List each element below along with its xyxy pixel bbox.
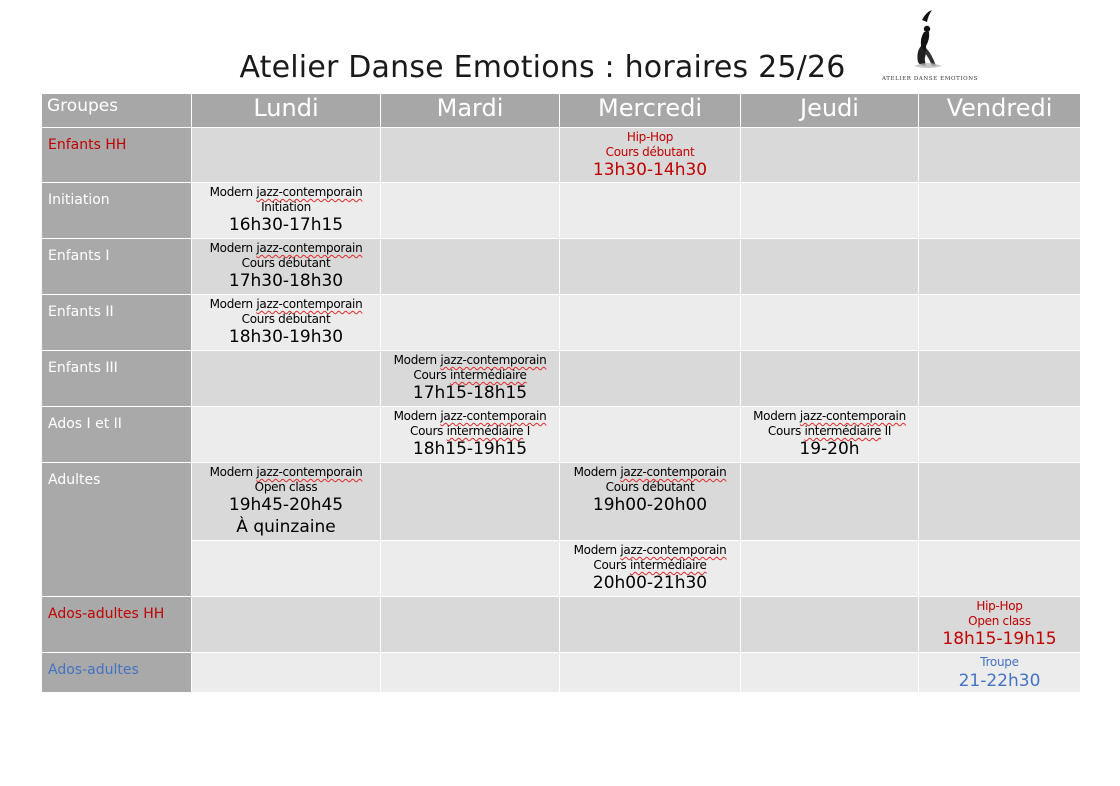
course-time: 18h30-19h30 <box>228 327 344 347</box>
course-level: Open class <box>254 480 318 494</box>
course-time: 18h15-19h15 <box>942 629 1057 649</box>
group-label: Ados-adultes <box>42 653 192 693</box>
course-name: Modern jazz-contemporain <box>573 465 727 479</box>
schedule-cell <box>919 653 1081 693</box>
schedule-cell <box>741 463 919 541</box>
course-time: 21-22h30 <box>958 671 1041 691</box>
schedule-cell <box>381 183 560 239</box>
schedule-cell <box>560 239 741 295</box>
schedule-cell <box>381 407 560 463</box>
group-label: Initiation <box>42 183 192 239</box>
course-frequency: À quinzaine <box>236 517 336 537</box>
group-label: Enfants I <box>42 239 192 295</box>
schedule-cell <box>560 183 741 239</box>
schedule-cell <box>919 597 1081 653</box>
table-row <box>42 239 1081 295</box>
schedule-cell <box>560 653 741 693</box>
schedule-cell <box>381 351 560 407</box>
course-level: Troupe <box>980 655 1019 669</box>
schedule-cell <box>741 597 919 653</box>
schedule-cell <box>192 407 381 463</box>
course-name: Modern jazz-contemporain <box>393 409 547 423</box>
schedule-cell <box>560 541 741 597</box>
schedule-cell <box>381 653 560 693</box>
schedule-cell <box>192 597 381 653</box>
course-level: Cours intermédiaire I <box>410 424 530 438</box>
schedule-cell <box>560 463 741 541</box>
schedule-cell <box>381 295 560 351</box>
course-name: Modern jazz-contemporain <box>573 543 727 557</box>
schedule-cell <box>741 541 919 597</box>
page-title: Atelier Danse Emotions : horaires 25/26 <box>239 50 846 85</box>
course-time: 17h15-18h15 <box>412 383 528 403</box>
course-level: Initiation <box>261 200 311 214</box>
schedule-cell <box>919 407 1081 463</box>
course-level: Cours intermédiaire II <box>767 424 892 438</box>
course-name-style: jazz-contemporain <box>620 465 727 479</box>
schedule-cell <box>741 653 919 693</box>
schedule-cell <box>741 183 919 239</box>
schedule-cell <box>192 463 381 541</box>
header-day: Jeudi <box>741 94 919 128</box>
table-row <box>42 541 1081 597</box>
course-level-style: intermédiaire <box>449 368 527 382</box>
schedule-cell <box>919 295 1081 351</box>
course-level: Cours débutant <box>241 312 331 326</box>
course-name: Modern jazz-contemporain <box>393 353 547 367</box>
schedule-cell <box>192 183 381 239</box>
course-name-style: jazz-contemporain <box>799 409 906 423</box>
course-time: 18h15-19h15 <box>412 439 528 459</box>
schedule-cell <box>919 463 1081 541</box>
schedule-cell <box>560 128 741 183</box>
course-name-style: jazz-contemporain <box>620 543 727 557</box>
table-row <box>42 597 1081 653</box>
course-level: Cours débutant <box>241 256 331 270</box>
course-level: Cours intermédiaire <box>593 558 707 572</box>
group-label: Ados-adultes HH <box>42 597 192 653</box>
schedule-cell <box>192 653 381 693</box>
header-row <box>42 94 1081 128</box>
group-label: Enfants II <box>42 295 192 351</box>
header-day: Mardi <box>381 94 560 128</box>
schedule-cell <box>192 295 381 351</box>
header-day: Mercredi <box>560 94 741 128</box>
schedule-cell <box>919 351 1081 407</box>
course-name: Modern jazz-contemporain <box>209 241 363 255</box>
table-row <box>42 351 1081 407</box>
schedule-cell <box>741 239 919 295</box>
schedule-cell <box>919 541 1081 597</box>
schedule-cell <box>741 407 919 463</box>
course-level-style: intermédiaire <box>804 424 882 438</box>
schedule-cell <box>192 541 381 597</box>
table-row <box>42 183 1081 239</box>
course-time: 19-20h <box>799 439 860 459</box>
course-time: 16h30-17h15 <box>228 215 344 235</box>
schedule-cell <box>192 239 381 295</box>
group-label: Ados I et II <box>42 407 192 463</box>
header-day: Vendredi <box>919 94 1081 128</box>
group-label: Adultes <box>42 463 192 597</box>
schedule-table <box>41 93 1081 693</box>
schedule-cell <box>919 128 1081 183</box>
course-time: 20h00-21h30 <box>592 573 708 593</box>
course-name-style: jazz-contemporain <box>440 409 547 423</box>
table-row <box>42 653 1081 693</box>
course-level: Open class <box>968 614 1031 628</box>
course-name: Modern jazz-contemporain <box>753 409 906 423</box>
schedule-cell <box>560 597 741 653</box>
course-name: Modern jazz-contemporain <box>209 465 363 479</box>
schedule-cell <box>919 183 1081 239</box>
course-level: Cours débutant <box>605 480 695 494</box>
table-row <box>42 128 1081 183</box>
dancer-silhouette-icon <box>880 8 980 76</box>
course-time: 13h30-14h30 <box>592 160 708 180</box>
course-level-style: intermédiaire <box>446 424 524 438</box>
course-name-style: jazz-contemporain <box>256 297 363 311</box>
schedule-cell <box>919 239 1081 295</box>
schedule-cell <box>560 407 741 463</box>
schedule-cell <box>381 128 560 183</box>
schedule-cell <box>192 128 381 183</box>
schedule-cell <box>741 295 919 351</box>
group-label: Enfants III <box>42 351 192 407</box>
header-day: Lundi <box>192 94 381 128</box>
course-name: Hip-Hop <box>626 130 674 144</box>
course-level: Cours intermédiaire <box>413 368 527 382</box>
schedule-cell <box>381 597 560 653</box>
table-row <box>42 295 1081 351</box>
course-time: 19h00-20h00 <box>592 495 708 515</box>
schedule-cell <box>192 351 381 407</box>
course-level: Cours débutant <box>605 145 695 159</box>
course-name-style: jazz-contemporain <box>256 465 363 479</box>
course-name: Modern jazz-contemporain <box>209 297 363 311</box>
logo <box>880 8 980 88</box>
schedule-cell <box>560 295 741 351</box>
group-label: Enfants HH <box>42 128 192 183</box>
course-name-style: jazz-contemporain <box>256 241 363 255</box>
course-name: Modern jazz-contemporain <box>209 185 363 199</box>
table-row <box>42 407 1081 463</box>
schedule-cell <box>741 351 919 407</box>
course-name-style: jazz-contemporain <box>440 353 547 367</box>
schedule-cell <box>381 463 560 541</box>
header-groups: Groupes <box>42 94 192 128</box>
schedule-cell <box>381 541 560 597</box>
course-name: Hip-Hop <box>976 599 1023 613</box>
schedule-cell <box>560 351 741 407</box>
course-time: 17h30-18h30 <box>228 271 344 291</box>
schedule-cell <box>381 239 560 295</box>
course-level-style: intermédiaire <box>629 558 707 572</box>
schedule-cell <box>741 128 919 183</box>
course-name-style: jazz-contemporain <box>256 185 363 199</box>
course-time: 19h45-20h45 <box>228 495 344 515</box>
table-row <box>42 463 1081 541</box>
logo-text: ATELIER DANSE EMOTIONS <box>881 76 979 82</box>
